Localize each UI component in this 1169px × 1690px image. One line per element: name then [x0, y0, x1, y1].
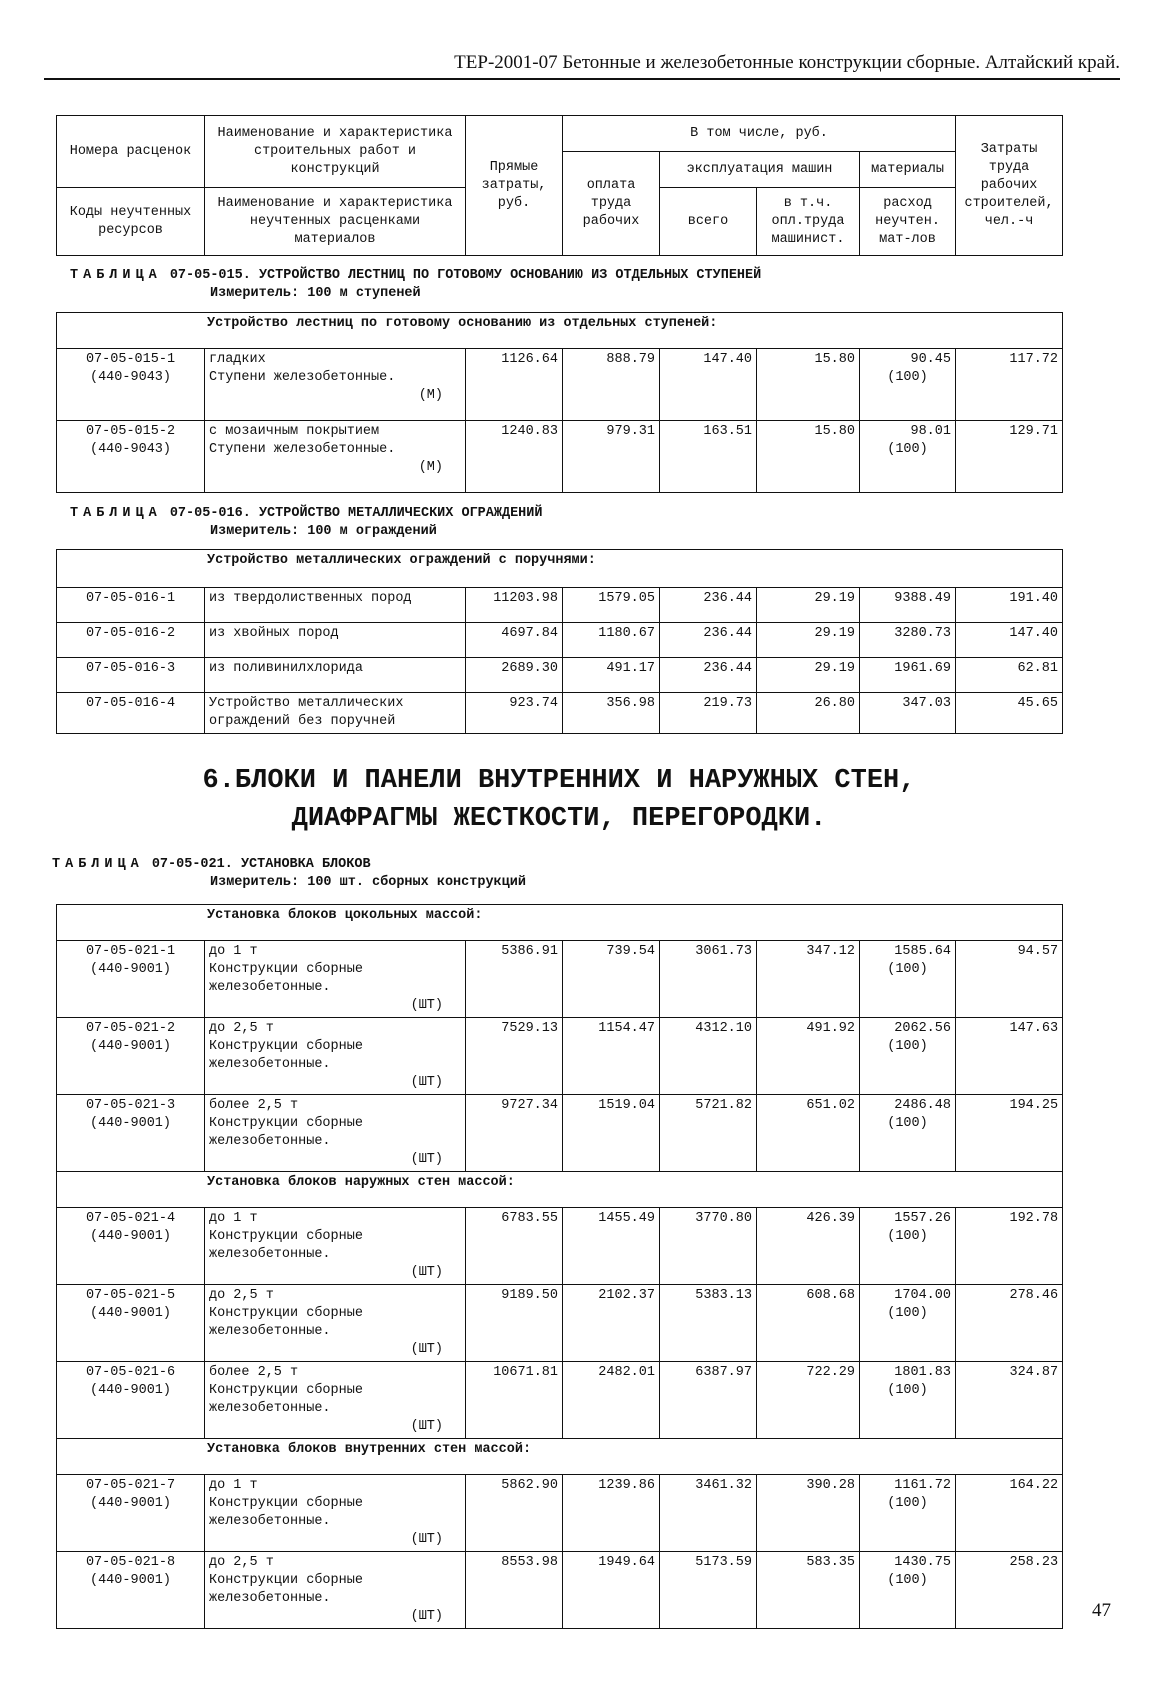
row-materials: 1585.64 [894, 944, 951, 959]
row-code: 07-05-021-2 [85, 1021, 176, 1036]
row-unit: (ШТ) [410, 1265, 443, 1280]
row-direct: 8553.98 [466, 1552, 563, 1629]
row-resource-code: (440-9001) [89, 1306, 171, 1321]
row-machines-wages: 608.68 [757, 1285, 860, 1362]
row-wages: 1519.04 [563, 1095, 660, 1172]
table-015 [56, 312, 1063, 493]
row-name: из хвойных пород [205, 623, 466, 658]
row-materials: 347.03 [860, 693, 956, 734]
row-labor: 278.46 [956, 1285, 1063, 1362]
row-wages: 739.54 [563, 941, 660, 1018]
row-direct: 923.74 [466, 693, 563, 734]
row-machines-wages: 29.19 [757, 658, 860, 693]
row-name: до 2,5 т [209, 1021, 274, 1036]
table-015-section: Устройство лестниц по готовому основанию из отдельных ступеней: [57, 313, 1063, 349]
row-name: до 2,5 т [209, 1555, 274, 1570]
row-direct: 7529.13 [466, 1018, 563, 1095]
row-unit: (ШТ) [410, 1075, 443, 1090]
row-code: 07-05-015-2 [85, 424, 176, 439]
table-015-caption [70, 267, 761, 285]
row-materials: 1801.83 [894, 1365, 951, 1380]
row-resource-code: (440-9001) [89, 1573, 171, 1588]
row-machines: 3461.32 [660, 1475, 757, 1552]
table-row [57, 349, 1063, 421]
section-title [56, 762, 1062, 838]
row-name: до 1 т [209, 1211, 258, 1226]
header-machines-wages: в т.ч. опл.труда машинист. [757, 188, 860, 256]
row-wages: 888.79 [563, 349, 660, 421]
row-name: гладких [209, 352, 266, 367]
table-015-title: 07-05-015. УСТРОЙСТВО ЛЕСТНИЦ ПО ГОТОВОМУ ОСНОВАНИЮ ИЗ ОТДЕЛЬНЫХ СТУПЕНЕЙ [169, 268, 762, 283]
row-labor: 129.71 [956, 421, 1063, 493]
row-machines-wages: 651.02 [757, 1095, 860, 1172]
row-machines-wages: 15.80 [757, 349, 860, 421]
column-header-table [56, 115, 1063, 256]
row-wages: 1579.05 [563, 588, 660, 623]
row-resource-code: (440-9001) [89, 1039, 171, 1054]
row-name: до 1 т [209, 1478, 258, 1493]
header-including: В том числе, руб. [563, 116, 956, 152]
row-material: Конструкции сборные железобетонные. [209, 962, 363, 995]
row-code: 07-05-016-4 [57, 693, 205, 734]
row-direct: 11203.98 [466, 588, 563, 623]
row-material-qty: (100) [887, 442, 928, 457]
row-unit: (ШТ) [410, 1342, 443, 1357]
row-wages: 2102.37 [563, 1285, 660, 1362]
row-code: 07-05-021-1 [85, 944, 176, 959]
row-name: из поливинилхлорида [205, 658, 466, 693]
row-unit: (ШТ) [410, 1419, 443, 1434]
row-machines-wages: 583.35 [757, 1552, 860, 1629]
header-machines: эксплуатация машин [660, 152, 860, 188]
row-material-qty: (100) [887, 1573, 928, 1588]
row-wages: 356.98 [563, 693, 660, 734]
row-machines-wages: 15.80 [757, 421, 860, 493]
page-number: 47 [1092, 1600, 1111, 1621]
row-labor: 324.87 [956, 1362, 1063, 1439]
row-material: Конструкции сборные железобетонные. [209, 1039, 363, 1072]
row-wages: 1455.49 [563, 1208, 660, 1285]
row-wages: 1154.47 [563, 1018, 660, 1095]
row-resource-code: (440-9001) [89, 962, 171, 977]
table-016-label: ТАБЛИЦА [70, 506, 162, 521]
row-code: 07-05-021-5 [85, 1288, 176, 1303]
header-codes-top: Номера расценок [57, 116, 205, 188]
row-wages: 979.31 [563, 421, 660, 493]
row-machines-wages: 29.19 [757, 588, 860, 623]
row-resource-code: (440-9001) [89, 1383, 171, 1398]
row-unit: (ШТ) [410, 998, 443, 1013]
row-machines-wages: 347.12 [757, 941, 860, 1018]
table-row [57, 658, 1063, 693]
row-name: более 2,5 т [209, 1098, 299, 1113]
table-row [57, 1018, 1063, 1095]
row-machines: 6387.97 [660, 1362, 757, 1439]
row-wages: 2482.01 [563, 1362, 660, 1439]
table-021-section: Установка блоков наружных стен массой: [57, 1172, 1063, 1208]
row-wages: 1239.86 [563, 1475, 660, 1552]
table-021-meter: Измеритель: 100 шт. сборных конструкций [210, 875, 526, 890]
row-direct: 6783.55 [466, 1208, 563, 1285]
row-labor: 194.25 [956, 1095, 1063, 1172]
row-labor: 147.40 [956, 623, 1063, 658]
row-materials: 1430.75 [894, 1555, 951, 1570]
section-title-line-2: ДИАФРАГМЫ ЖЕСТКОСТИ, ПЕРЕГОРОДКИ. [291, 804, 827, 834]
header-name-bottom: Наименование и характеристика неучтенных расценками материалов [205, 188, 466, 256]
header-direct: Прямые затраты, руб. [466, 116, 563, 256]
table-016-title: 07-05-016. УСТРОЙСТВО МЕТАЛЛИЧЕСКИХ ОГРАЖДЕНИЙ [169, 506, 543, 521]
row-resource-code: (440-9001) [89, 1229, 171, 1244]
row-labor: 45.65 [956, 693, 1063, 734]
row-materials: 98.01 [910, 424, 951, 439]
row-code: 07-05-021-6 [85, 1365, 176, 1380]
row-material: Конструкции сборные железобетонные. [209, 1573, 363, 1606]
row-machines-wages: 390.28 [757, 1475, 860, 1552]
row-labor: 62.81 [956, 658, 1063, 693]
row-materials: 1961.69 [860, 658, 956, 693]
row-unit: (М) [418, 460, 443, 475]
header-codes-bottom: Коды неучтенных ресурсов [57, 188, 205, 256]
row-material: Ступени железобетонные. [209, 370, 396, 385]
header-wages: оплата труда рабочих [563, 152, 660, 256]
row-machines: 4312.10 [660, 1018, 757, 1095]
row-wages: 1949.64 [563, 1552, 660, 1629]
row-unit: (ШТ) [410, 1609, 443, 1624]
row-material-qty: (100) [887, 1383, 928, 1398]
row-direct: 9727.34 [466, 1095, 563, 1172]
row-direct: 2689.30 [466, 658, 563, 693]
row-direct: 4697.84 [466, 623, 563, 658]
row-material: Конструкции сборные железобетонные. [209, 1383, 363, 1416]
header-materials: материалы [860, 152, 956, 188]
row-direct: 1240.83 [466, 421, 563, 493]
row-materials: 90.45 [910, 352, 951, 367]
table-row [57, 693, 1063, 734]
row-name: Устройство металлических ограждений без поручней [205, 693, 466, 734]
row-code: 07-05-021-3 [85, 1098, 176, 1113]
table-row [57, 1475, 1063, 1552]
row-direct: 9189.50 [466, 1285, 563, 1362]
table-row [57, 421, 1063, 493]
row-code: 07-05-021-7 [85, 1478, 176, 1493]
table-021-section: Установка блоков цокольных массой: [57, 905, 1063, 941]
row-resource-code: (440-9043) [89, 442, 171, 457]
row-material: Конструкции сборные железобетонные. [209, 1116, 363, 1149]
header-labor: Затраты труда рабочих строителей, чел.-ч [956, 116, 1063, 256]
row-machines: 236.44 [660, 623, 757, 658]
row-material-qty: (100) [887, 1306, 928, 1321]
row-name: до 2,5 т [209, 1288, 274, 1303]
table-row [57, 1362, 1063, 1439]
row-unit: (ШТ) [410, 1152, 443, 1167]
row-materials: 3280.73 [860, 623, 956, 658]
row-materials: 1704.00 [894, 1288, 951, 1303]
table-016-section: Устройство металлических ограждений с поручнями: [57, 550, 1063, 588]
row-resource-code: (440-9001) [89, 1116, 171, 1131]
row-machines-wages: 29.19 [757, 623, 860, 658]
row-labor: 94.57 [956, 941, 1063, 1018]
row-code: 07-05-016-2 [57, 623, 205, 658]
row-material: Конструкции сборные железобетонные. [209, 1306, 363, 1339]
row-code: 07-05-021-8 [85, 1555, 176, 1570]
row-machines-wages: 26.80 [757, 693, 860, 734]
row-machines: 147.40 [660, 349, 757, 421]
row-wages: 1180.67 [563, 623, 660, 658]
row-name: из твердолиственных пород [205, 588, 466, 623]
row-machines-wages: 426.39 [757, 1208, 860, 1285]
table-021-title: 07-05-021. УСТАНОВКА БЛОКОВ [151, 857, 371, 872]
row-resource-code: (440-9001) [89, 1496, 171, 1511]
table-row [57, 623, 1063, 658]
row-material-qty: (100) [887, 962, 928, 977]
row-labor: 192.78 [956, 1208, 1063, 1285]
header-rule [44, 78, 1120, 80]
row-unit: (ШТ) [410, 1532, 443, 1547]
row-labor: 191.40 [956, 588, 1063, 623]
row-machines: 3061.73 [660, 941, 757, 1018]
table-015-label: ТАБЛИЦА [70, 268, 162, 283]
row-name: более 2,5 т [209, 1365, 299, 1380]
row-materials: 1557.26 [894, 1211, 951, 1226]
row-material-qty: (100) [887, 1039, 928, 1054]
row-material: Конструкции сборные железобетонные. [209, 1496, 363, 1529]
table-016 [56, 549, 1063, 734]
row-material-qty: (100) [887, 1116, 928, 1131]
row-materials: 2486.48 [894, 1098, 951, 1113]
row-material-qty: (100) [887, 1496, 928, 1511]
table-021-section: Установка блоков внутренних стен массой: [57, 1439, 1063, 1475]
row-direct: 10671.81 [466, 1362, 563, 1439]
row-machines: 5721.82 [660, 1095, 757, 1172]
row-machines: 236.44 [660, 588, 757, 623]
row-machines: 3770.80 [660, 1208, 757, 1285]
row-machines: 5383.13 [660, 1285, 757, 1362]
row-machines-wages: 491.92 [757, 1018, 860, 1095]
row-material: Ступени железобетонные. [209, 442, 396, 457]
row-code: 07-05-016-3 [57, 658, 205, 693]
table-row [57, 1285, 1063, 1362]
row-direct: 5386.91 [466, 941, 563, 1018]
row-name: с мозаичным покрытием [209, 424, 380, 439]
row-material-qty: (100) [887, 1229, 928, 1244]
table-row [57, 1552, 1063, 1629]
table-row [57, 1095, 1063, 1172]
table-015-meter: Измеритель: 100 м ступеней [210, 286, 421, 301]
header-machines-total: всего [660, 188, 757, 256]
row-direct: 1126.64 [466, 349, 563, 421]
row-materials: 2062.56 [894, 1021, 951, 1036]
row-code: 07-05-021-4 [85, 1211, 176, 1226]
row-materials: 1161.72 [894, 1478, 951, 1493]
table-021-caption [52, 856, 371, 874]
table-021-label: ТАБЛИЦА [52, 857, 144, 872]
row-machines-wages: 722.29 [757, 1362, 860, 1439]
row-resource-code: (440-9043) [89, 370, 171, 385]
row-materials: 9388.49 [860, 588, 956, 623]
row-name: до 1 т [209, 944, 258, 959]
row-material: Конструкции сборные железобетонные. [209, 1229, 363, 1262]
row-labor: 164.22 [956, 1475, 1063, 1552]
row-code: 07-05-015-1 [85, 352, 176, 367]
row-unit: (М) [418, 388, 443, 403]
running-head: ТЕР-2001-07 Бетонные и железобетонные конструкции сборные. Алтайский край. [454, 52, 1120, 73]
row-machines: 236.44 [660, 658, 757, 693]
row-labor: 117.72 [956, 349, 1063, 421]
table-row [57, 588, 1063, 623]
row-machines: 219.73 [660, 693, 757, 734]
row-code: 07-05-016-1 [57, 588, 205, 623]
table-016-caption [70, 505, 543, 523]
table-row [57, 1208, 1063, 1285]
header-materials-sub: расход неучтен. мат-лов [860, 188, 956, 256]
row-material-qty: (100) [887, 370, 928, 385]
table-016-meter: Измеритель: 100 м ограждений [210, 524, 437, 539]
row-direct: 5862.90 [466, 1475, 563, 1552]
row-machines: 163.51 [660, 421, 757, 493]
row-labor: 258.23 [956, 1552, 1063, 1629]
row-labor: 147.63 [956, 1018, 1063, 1095]
row-machines: 5173.59 [660, 1552, 757, 1629]
table-021 [56, 904, 1063, 1629]
section-title-line-1: 6.БЛОКИ И ПАНЕЛИ ВНУТРЕННИХ И НАРУЖНЫХ СТЕН, [202, 766, 916, 796]
header-name-top: Наименование и характеристика строительных работ и конструкций [205, 116, 466, 188]
row-wages: 491.17 [563, 658, 660, 693]
table-row [57, 941, 1063, 1018]
